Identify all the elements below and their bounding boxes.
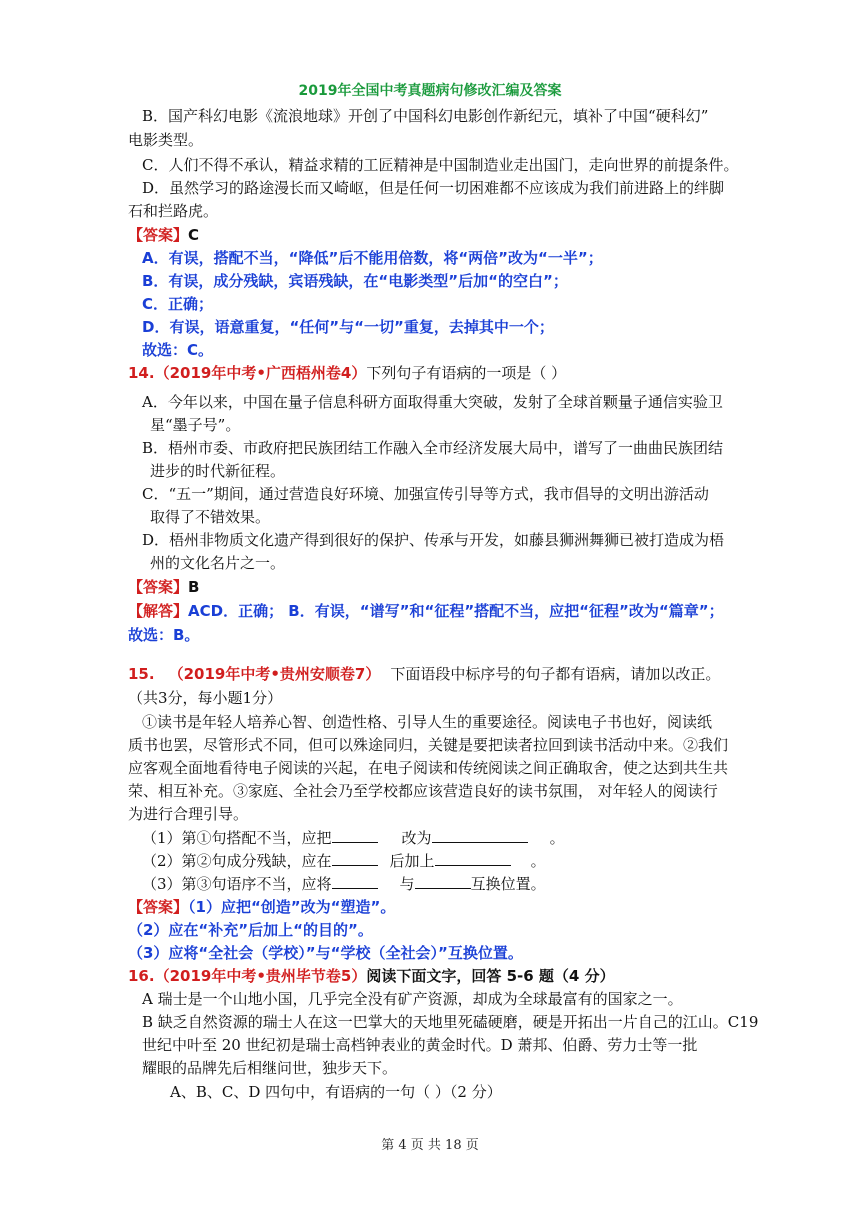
q13-explain-d: D．有误，语意重复，“任何”与“一切”重复，去掉其中一个； [142, 318, 554, 336]
q16-question: 阅读下面文字，回答 5-6 题（4 分） [366, 967, 615, 985]
q13-option-d-line2: 石和拦路虎。 [128, 202, 219, 220]
q15-passage-line1: ①读书是年轻人培养心智、创造性格、引导人生的重要途径。阅读电子书也好，阅读纸 [142, 713, 713, 731]
q13-explain-b: B．有误，成分残缺，宾语残缺，在“电影类型”后加“的空白”； [142, 272, 568, 290]
subq3-blank1[interactable] [332, 874, 378, 889]
q15-passage-line4: 荣、相互补充。③家庭、全社会乃至学校都应该营造良好的读书氛围， 对年轻人的阅读行 [128, 782, 718, 800]
q14-question: 下列句子有语病的一项是（ ） [366, 364, 567, 382]
q15-answer [128, 897, 395, 917]
q13-explain-end: 故选：C。 [142, 341, 214, 359]
q13-option-b-line2: 电影类型。 [128, 131, 204, 149]
q16-stem [128, 966, 615, 986]
q14-answer [128, 577, 199, 597]
subq2-blank1[interactable] [332, 851, 378, 866]
q16-passage-line4: 耀眼的品牌先后相继问世，独步天下。 [142, 1059, 398, 1077]
q15-answer-item-2: （2）应在“补充”后加上“的目的”。 [128, 921, 373, 939]
page-footer: 第 4 页 共 18 页 [381, 1138, 479, 1153]
q13-explain-a: A．有误，搭配不当，“降低”后不能用倍数，将“两倍”改为“一半”； [142, 249, 603, 267]
subq1-end: 。 [549, 829, 565, 847]
subq2-mid: 后加上 [389, 852, 435, 870]
subq2-blank2[interactable] [435, 851, 511, 866]
q14-option-a-line2: 星“墨子号”。 [150, 416, 241, 434]
q14-solution-end: 故选：B。 [128, 626, 200, 644]
q14-source: （2019年中考•广西梧州卷4） [154, 364, 367, 382]
answer-label: 【答案】 [128, 578, 189, 596]
q14-option-b-line1: B．梧州市委、市政府把民族团结工作融入全市经济发展大局中，谱写了一曲曲民族团结 [142, 439, 724, 457]
q13-option-d-line1: D．虽然学习的路途漫长而又崎岖，但是任何一切困难都不应该成为我们前进路上的绊脚 [142, 179, 725, 197]
q15-passage-line3: 应客观全面地看待电子阅读的兴起，在电子阅读和传统阅读之间正确取舍，使之达到共生共 [128, 759, 729, 777]
subq3-prompt: （3）第③句语序不当，应将 [142, 875, 332, 893]
subq3-mid: 与 [399, 875, 415, 893]
q15-number: 15. [128, 665, 155, 683]
q15-subquestion-2 [142, 851, 546, 871]
q13-answer [128, 225, 199, 245]
q15-passage-line2: 质书也罢，尽管形式不同，但可以殊途同归，关键是要把读者拉回到读书活动中来。②我们 [128, 736, 729, 754]
q15-subquestion-3 [142, 874, 546, 894]
q16-passage-line2: B 缺乏自然资源的瑞士人在这一巴掌大的天地里死磕硬磨，硬是开拓出一片自己的江山。C19 [142, 1013, 759, 1031]
answer-item-1: （1）应把“创造”改为“塑造”。 [188, 898, 396, 916]
answer-value: B [188, 578, 200, 596]
q14-option-d-line2: 州的文化名片之一。 [150, 554, 286, 572]
q15-source: （2019年中考•贵州安顺卷7） [168, 665, 381, 683]
subq3-end: 互换位置。 [470, 875, 546, 893]
subq1-mid: 改为 [401, 829, 432, 847]
q14-option-c-line2: 取得了不错效果。 [150, 508, 271, 526]
answer-label: 【答案】 [128, 898, 189, 916]
q13-option-c: C．人们不得不承认，精益求精的工匠精神是中国制造业走出国门，走向世界的前提条件。 [142, 156, 739, 174]
subq2-prompt: （2）第②句成分残缺，应在 [142, 852, 332, 870]
answer-value: C [188, 226, 200, 244]
q15-question: 下面语段中标序号的句子都有语病，请加以改正。 [390, 665, 721, 683]
q16-number: 16. [128, 967, 155, 985]
q14-option-c-line1: C．“五一”期间，通过营造良好环境、加强宣传引导等方式，我市倡导的文明出游活动 [142, 485, 709, 503]
q14-option-b-line2: 进步的时代新征程。 [150, 462, 286, 480]
q14-option-d-line1: D．梧州非物质文化遗产得到很好的保护、传承与开发，如藤县狮洲舞狮已被打造成为梧 [142, 531, 725, 549]
q16-source: （2019年中考•贵州毕节卷5） [154, 967, 367, 985]
q16-subquestion: A、B、C、D 四句中，有语病的一句（ ）（2 分） [170, 1083, 502, 1101]
page-title: 2019年全国中考真题病句修改汇编及答案 [298, 83, 562, 99]
q14-stem [128, 363, 566, 383]
q14-option-a-line1: A．今年以来，中国在量子信息科研方面取得重大突破，发射了全球首颗量子通信实验卫 [142, 393, 723, 411]
q13-option-b-line1: B．国产科幻电影《流浪地球》开创了中国科幻电影创作新纪元，填补了中国“硬科幻” [142, 107, 709, 125]
q13-explain-c: C．正确； [142, 295, 214, 313]
subq2-end: 。 [530, 852, 546, 870]
q14-solution [128, 601, 724, 621]
q16-passage-line1: A 瑞士是一个山地小国，几乎完全没有矿产资源，却成为全球最富有的国家之一。 [142, 990, 683, 1008]
q15-passage-line5: 为进行合理引导。 [128, 805, 249, 823]
q15-stem [128, 664, 720, 684]
q15-subquestion-1 [142, 828, 565, 848]
answer-label: 【答案】 [128, 226, 189, 244]
subq1-blank1[interactable] [332, 828, 378, 843]
q16-passage-line3: 世纪中叶至 20 世纪初是瑞士高档钟表业的黄金时代。D 萧邦、伯爵、劳力士等一批 [142, 1036, 698, 1054]
solution-text: ACD．正确； B．有误，“谱写”和“征程”搭配不当，应把“征程”改为“篇章”； [188, 602, 724, 620]
q15-score: （共3分，每小题1分） [128, 689, 283, 707]
q14-number: 14. [128, 364, 155, 382]
solution-label: 【解答】 [128, 602, 189, 620]
q15-answer-item-3: （3）应将“全社会（学校）”与“学校（全社会）”互换位置。 [128, 944, 523, 962]
subq1-blank2[interactable] [432, 828, 528, 843]
subq1-prompt: （1）第①句搭配不当，应把 [142, 829, 332, 847]
subq3-blank2[interactable] [415, 874, 471, 889]
